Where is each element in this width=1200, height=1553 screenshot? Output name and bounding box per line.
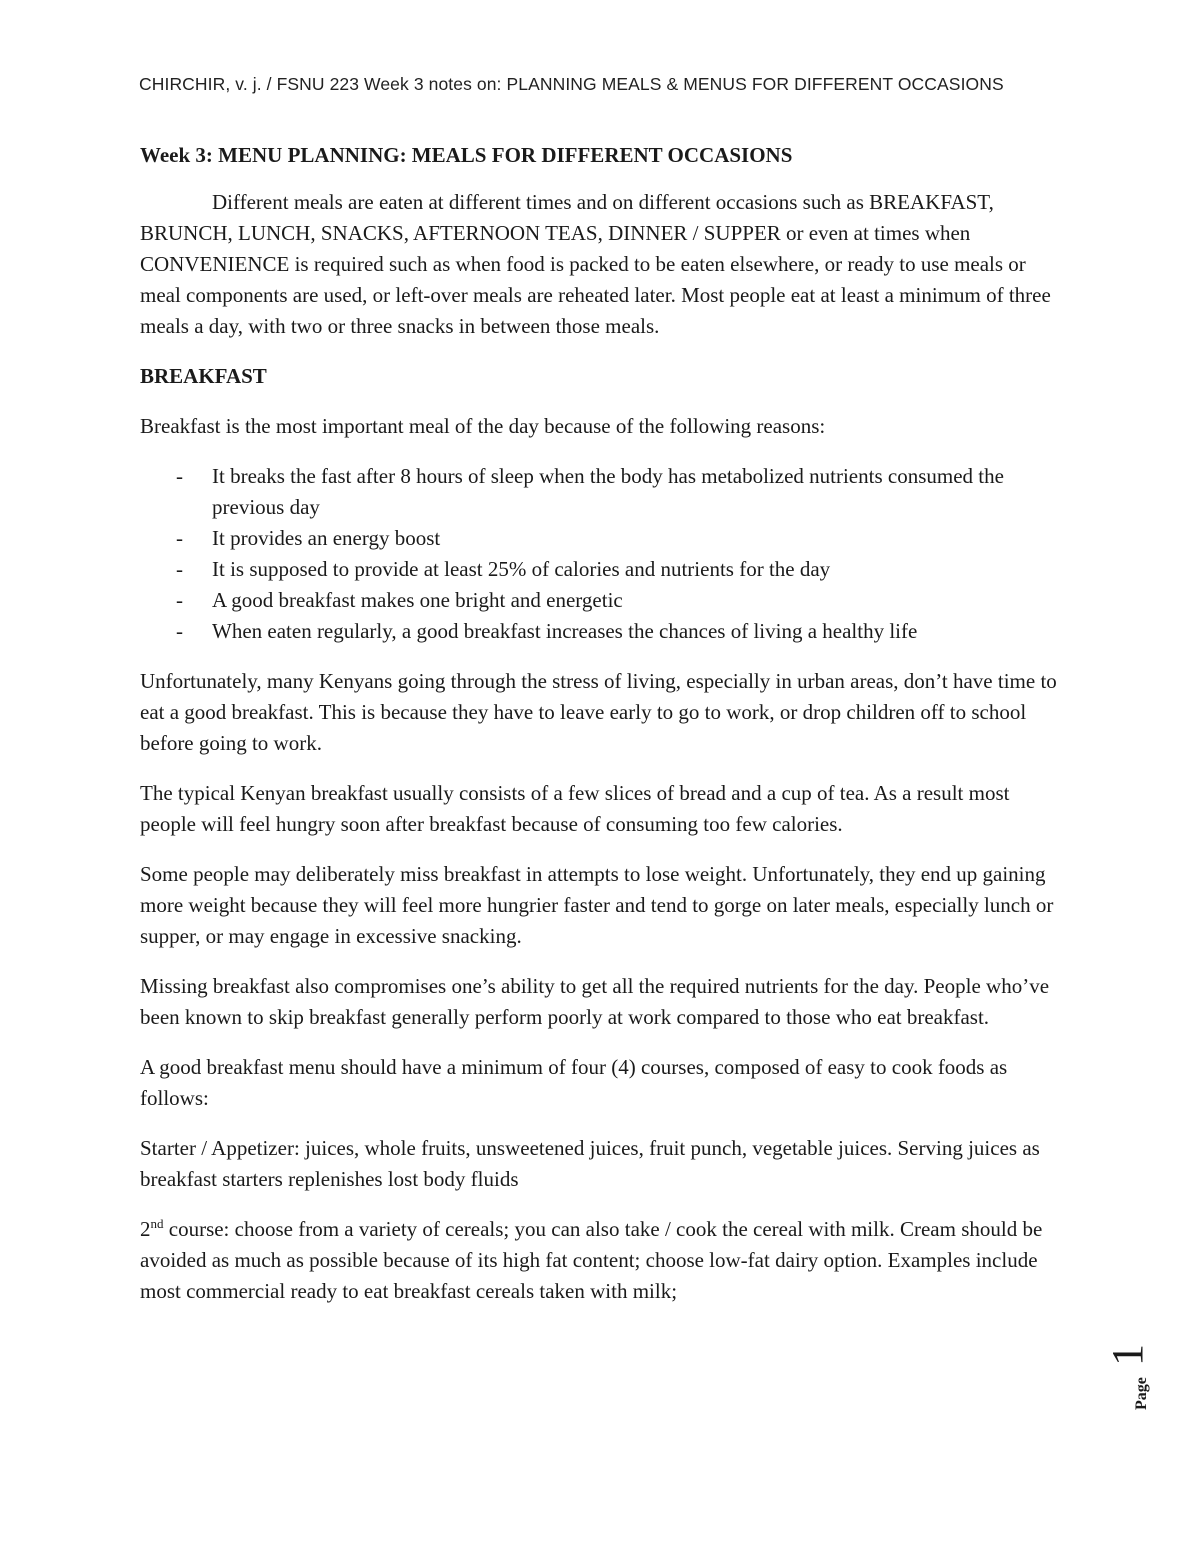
list-item	[140, 554, 1060, 585]
missing-breakfast-paragraph: Missing breakfast also compromises one’s ability to get all the required nutrients for the day. People who’ve been known to skip breakfast generally perform poorly at work compared to those who eat breakfast.	[140, 974, 1050, 1029]
breakfast-menu-paragraph: A good breakfast menu should have a minimum of four (4) courses, composed of easy to cook foods as follows:	[140, 1055, 1008, 1110]
page-number: 1	[1103, 1344, 1152, 1366]
list-item	[140, 461, 1060, 523]
list-item-text: It is supposed to provide at least 25% of calories and nutrients for the day	[212, 557, 831, 581]
breakfast-reasons-list	[140, 461, 1060, 647]
list-item-text: It breaks the fast after 8 hours of sleep when the body has metabolized nutrients consumed the previous day	[212, 464, 1004, 519]
breakfast-lead-paragraph: Breakfast is the most important meal of the day because of the following reasons:	[140, 414, 826, 438]
course-number: 2	[140, 1217, 151, 1241]
list-item-text: A good breakfast makes one bright and energetic	[212, 588, 623, 612]
bullet-dash: -	[176, 557, 183, 581]
running-header: CHIRCHIR, v. j. / FSNU 223 Week 3 notes on: PLANNING MEALS & MENUS FOR DIFFERENT OCCASIONS	[139, 74, 1004, 94]
skipping-weight-paragraph: Some people may deliberately miss breakfast in attempts to lose weight. Unfortunately, they end up gaining more weight because they will feel more hungrier faster and tend to gorge on later meals, especially lunch or supper, or may engage in excessive snacking.	[140, 862, 1054, 948]
page-number-footer	[1100, 1330, 1180, 1420]
document-body	[140, 140, 1060, 1326]
list-item-text: When eaten regularly, a good breakfast increases the chances of living a healthy life	[212, 619, 918, 643]
document-title: Week 3: MENU PLANNING: MEALS FOR DIFFERENT OCCASIONS	[140, 143, 793, 167]
second-course-text: course: choose from a variety of cereals; you can also take / cook the cereal with milk. Cream should be avoided as much as possible because of its high fat content; choose low-fat dairy option. Examples include most commercial ready to eat breakfast cereals taken with milk;	[140, 1217, 1043, 1303]
list-item	[140, 616, 1060, 647]
breakfast-heading: BREAKFAST	[140, 364, 267, 388]
typical-breakfast-paragraph: The typical Kenyan breakfast usually consists of a few slices of bread and a cup of tea. As a result most people will feel hungry soon after breakfast because of consuming too few calories.	[140, 781, 1010, 836]
urban-stress-paragraph: Unfortunately, many Kenyans going through the stress of living, especially in urban areas, don’t have time to eat a good breakfast. This is because they have to leave early to go to work, or drop children off to school before going to work.	[140, 669, 1057, 755]
list-item-text: It provides an energy boost	[212, 526, 441, 550]
bullet-dash: -	[176, 588, 183, 612]
list-item	[140, 523, 1060, 554]
second-course-paragraph	[140, 1214, 1060, 1307]
intro-paragraph: Different meals are eaten at different times and on different occasions such as BREAKFAST, BRUNCH, LUNCH, SNACKS, AFTERNOON TEAS, DINNER / SUPPER or even at times when CONVENIENCE is required such as when food is packed to be eaten elsewhere, or ready to use meals or meal components are used, or left-over meals are reheated later. Most people eat at least a minimum of three meals a day, with two or three snacks in between those meals.	[140, 190, 1051, 338]
bullet-dash: -	[176, 526, 183, 550]
bullet-dash: -	[176, 464, 183, 488]
bullet-dash: -	[176, 619, 183, 643]
ordinal-suffix: nd	[150, 1216, 164, 1231]
page-label: Page	[1133, 1377, 1150, 1410]
starter-course-paragraph: Starter / Appetizer: juices, whole fruits, unsweetened juices, fruit punch, vegetable juices. Serving juices as breakfast starters replenishes lost body fluids	[140, 1136, 1040, 1191]
list-item	[140, 585, 1060, 616]
